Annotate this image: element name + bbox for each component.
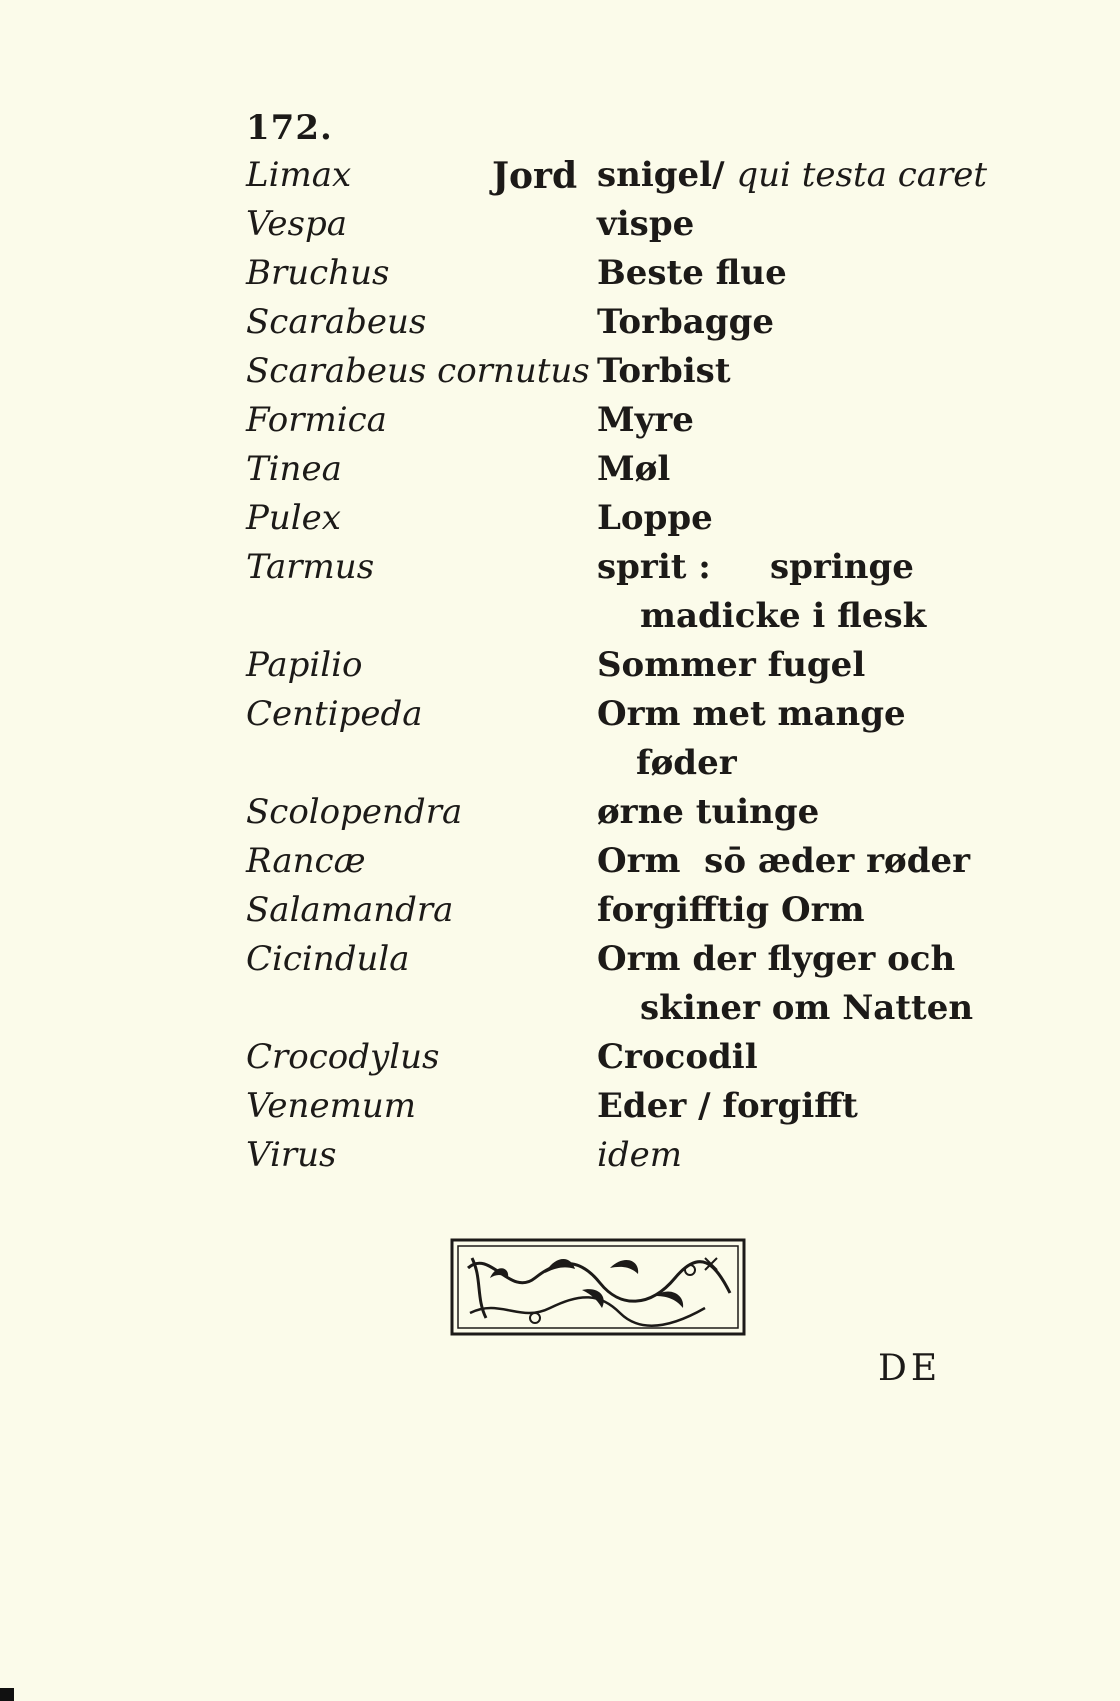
latin-gloss: idem: [597, 1135, 682, 1175]
page-number: 172.: [246, 108, 333, 148]
entry-row: [0, 645, 1120, 700]
entry-row: [0, 155, 1120, 210]
latin-term: Scarabeus: [246, 302, 427, 342]
latin-term: Bruchus: [246, 253, 390, 293]
latin-term: Scolopendra: [246, 792, 463, 832]
danish-term: Myre: [597, 400, 694, 440]
latin-term: Limax: [246, 155, 352, 195]
latin-term: Salamandra: [246, 890, 454, 930]
danish-term: Orm sō æder røder: [597, 841, 971, 881]
entry-row: [0, 351, 1120, 406]
latin-term: Papilio: [246, 645, 363, 685]
danish-term-continued: føder: [636, 743, 737, 783]
danish-term-continued: madicke i flesk: [640, 596, 927, 636]
entry-row: [0, 547, 1120, 602]
entry-row: [0, 890, 1120, 945]
floral-vine-ornament-icon: [450, 1238, 746, 1336]
danish-term: Beste flue: [597, 253, 787, 293]
danish-term: Torbagge: [597, 302, 774, 342]
entry-row: [0, 204, 1120, 259]
catchword: DE: [878, 1348, 942, 1389]
entry-row: [0, 498, 1120, 553]
latin-term: Centipeda: [246, 694, 423, 734]
entry-row: [0, 253, 1120, 308]
latin-term: Scarabeus cornutus: [246, 351, 590, 391]
danish-term: Orm der flyger och: [597, 939, 956, 979]
latin-term: Virus: [246, 1135, 337, 1175]
danish-term: Møl: [597, 449, 671, 489]
latin-term: Cicindula: [246, 939, 410, 979]
latin-gloss: qui testa caret: [736, 155, 988, 195]
latin-term: Venemum: [246, 1086, 416, 1126]
entry-row: [0, 792, 1120, 847]
entry-row: [0, 1037, 1120, 1092]
latin-term: Pulex: [246, 498, 341, 538]
danish-term: [597, 1135, 682, 1175]
entry-row: [0, 1086, 1120, 1141]
danish-term: vispe: [597, 204, 695, 244]
entry-continuation: [0, 743, 1120, 798]
entry-row: [0, 302, 1120, 357]
entry-row: [0, 939, 1120, 994]
danish-term: Orm met mange: [597, 694, 906, 734]
latin-term: Tinea: [246, 449, 342, 489]
latin-term: Tarmus: [246, 547, 375, 587]
danish-term: Loppe: [597, 498, 713, 538]
danish-term: Torbist: [597, 351, 731, 391]
middle-term: Jord: [492, 155, 578, 197]
entry-row: [0, 1135, 1120, 1190]
entry-row: [0, 400, 1120, 455]
entry-continuation: [0, 988, 1120, 1043]
latin-term: Formica: [246, 400, 387, 440]
danish-term-continued: skiner om Natten: [640, 988, 974, 1028]
danish-term: Crocodil: [597, 1037, 758, 1077]
latin-term: Rancæ: [246, 841, 366, 881]
danish-term: sprit : springe: [597, 547, 914, 587]
entry-row: [0, 694, 1120, 749]
latin-term: Crocodylus: [246, 1037, 440, 1077]
danish-term: forgifftig Orm: [597, 890, 865, 930]
danish-term: [597, 155, 988, 195]
entry-continuation: [0, 596, 1120, 651]
danish-term: Sommer fugel: [597, 645, 866, 685]
danish-term: ørne tuinge: [597, 792, 820, 832]
scan-edge-mark: [0, 1688, 14, 1701]
danish-word: snigel/: [597, 155, 725, 195]
entry-row: [0, 449, 1120, 504]
entry-row: [0, 841, 1120, 896]
latin-term: Vespa: [246, 204, 348, 244]
danish-term: Eder / forgifft: [597, 1086, 858, 1126]
